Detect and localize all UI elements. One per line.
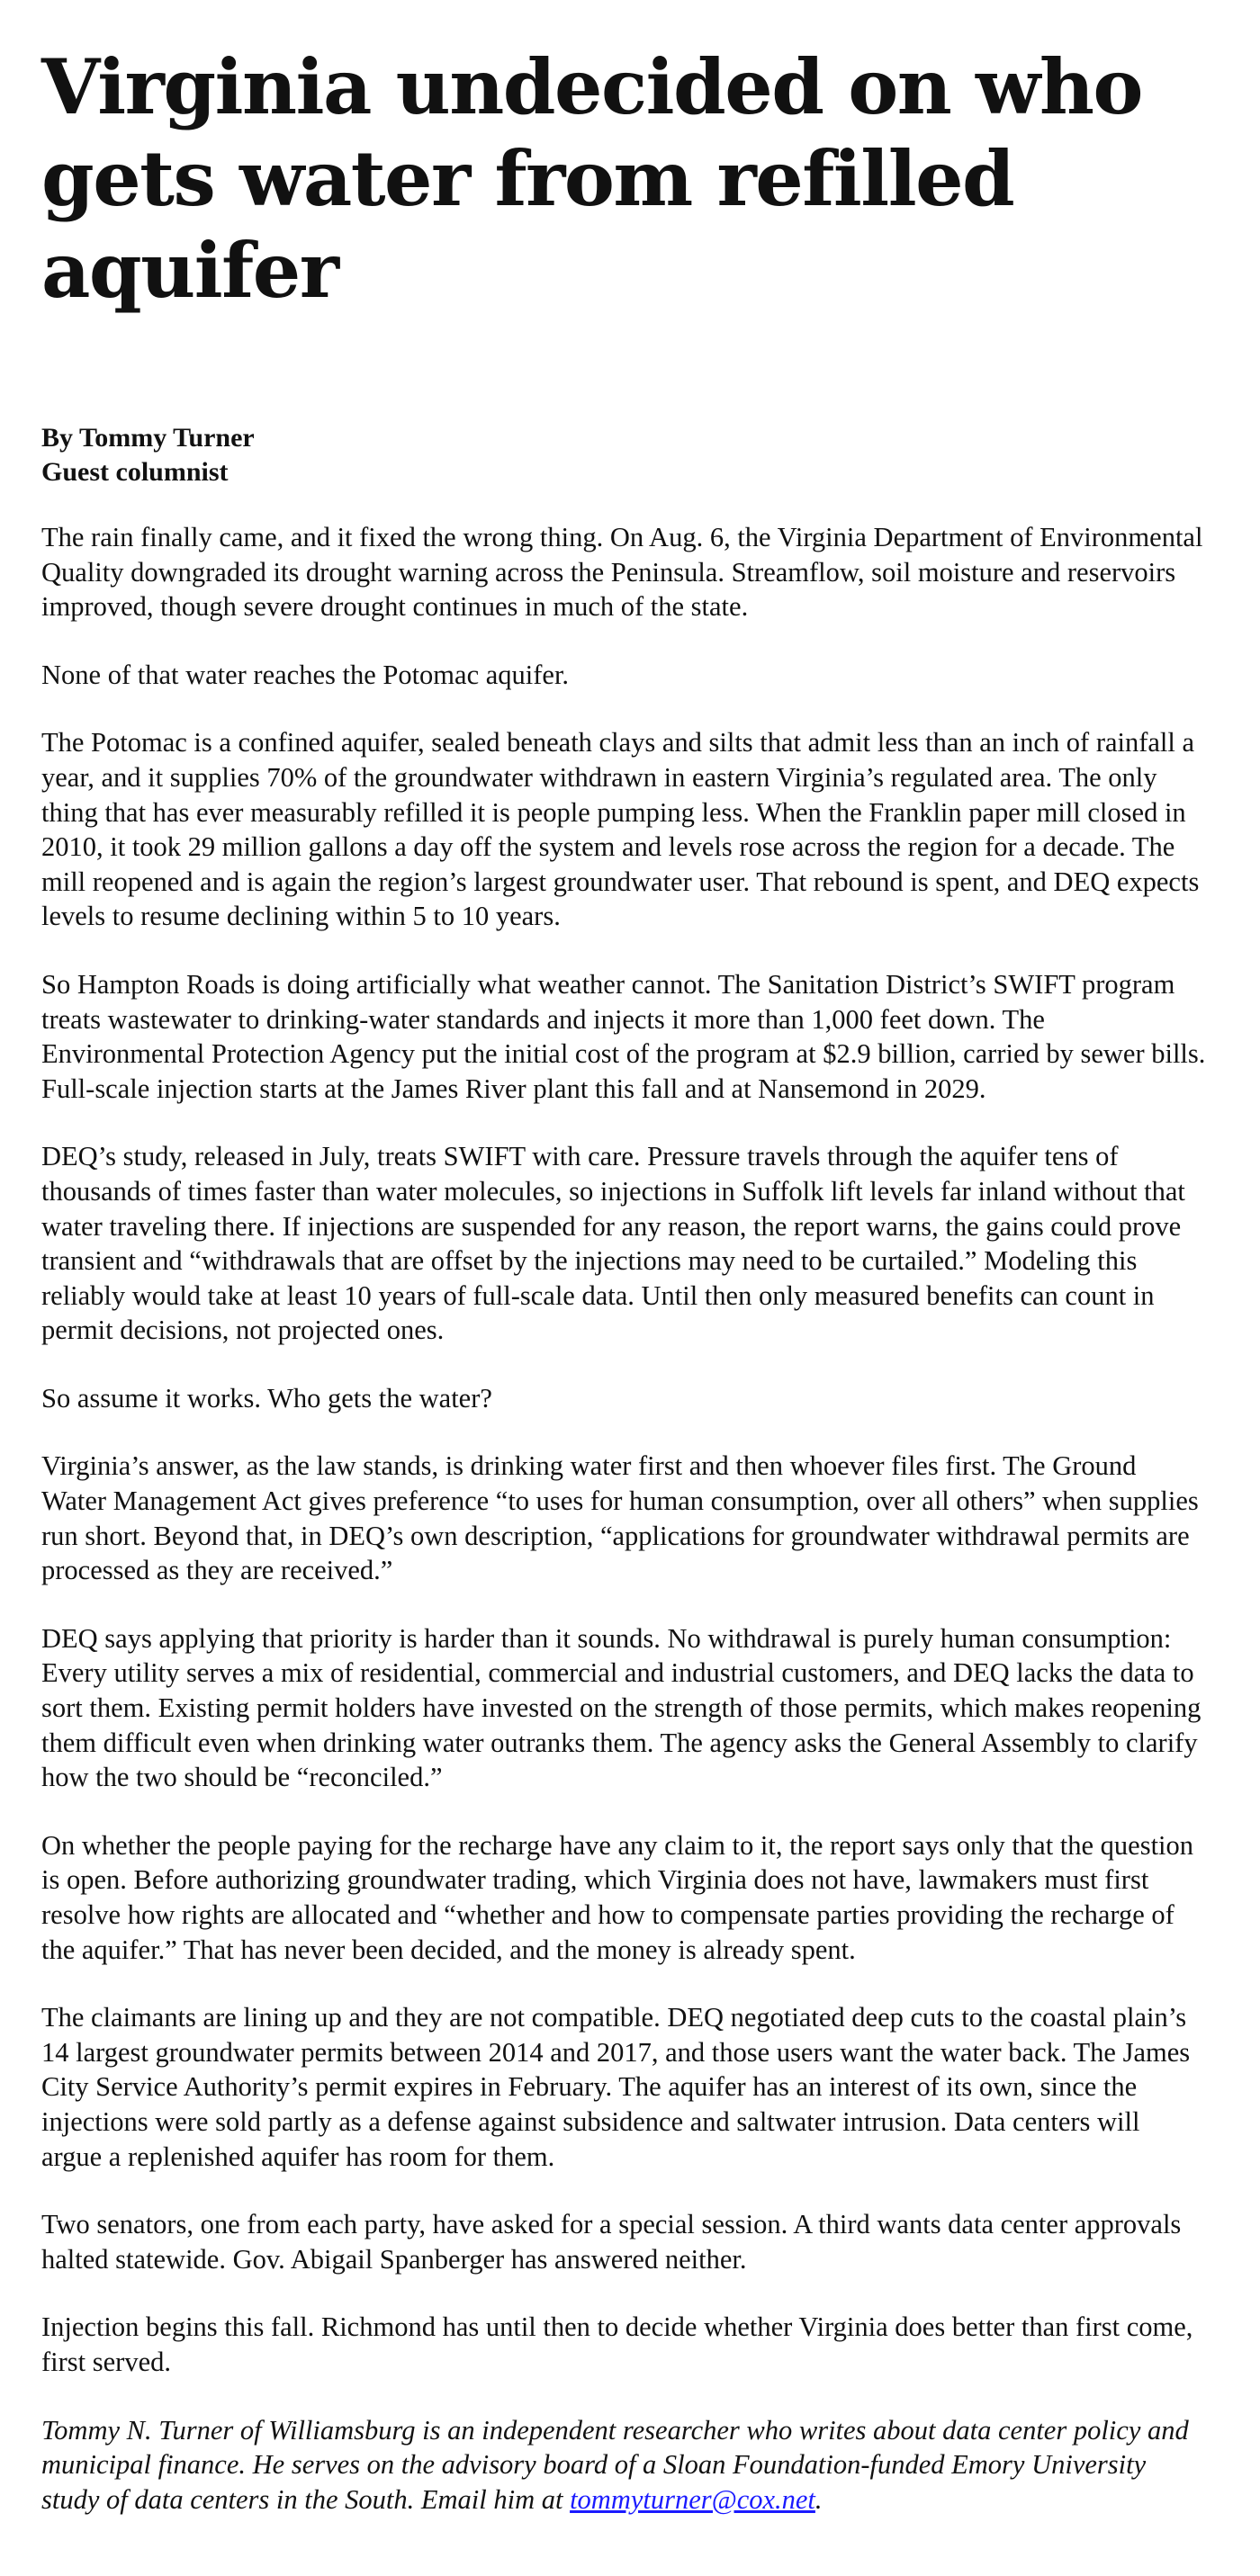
article-paragraph: The rain finally came, and it fixed the wrong thing. On Aug. 6, the Virginia Department of Environmental Quality downgraded its drought warning across the Peninsula. Streamflow, soil moisture and reservoirs improved, though severe drought continues in much of the state. xyxy=(41,522,1203,623)
article-paragraph: None of that water reaches the Potomac aquifer. xyxy=(41,659,570,690)
article-paragraph: The claimants are lining up and they are not compatible. DEQ negotiated deep cuts to the coastal plain’s 14 largest groundwater permits between 2014 and 2017, and those users want the water back. The James City Service Authority’s permit expires in February. The aquifer has an interest of its own, since the injections were sold partly as a defense against subsidence and saltwater intrusion. Data centers will argue a replenished aquifer has room for them. xyxy=(41,2002,1191,2172)
byline-author: By Tommy Turner xyxy=(41,423,255,453)
article-paragraph: On whether the people paying for the recharge have any claim to it, the report says only that the question is open. Before authorizing groundwater trading, which Virginia does not have, lawmakers must first resolve how rights are allocated and “whether and how to compensate parties providing the recharge of the aquifer.” That has never been decided, and the money is already spent. xyxy=(41,1829,1194,1965)
byline-role: Guest columnist xyxy=(41,457,229,487)
byline xyxy=(41,421,1206,489)
article-paragraph: Injection begins this fall. Richmond has until then to decide whether Virginia does better than first come, first served. xyxy=(41,2311,1193,2377)
article-body xyxy=(41,520,1206,2380)
article-paragraph: So Hampton Roads is doing artificially what weather cannot. The Sanitation District’s SWIFT program treats wastewater to drinking-water standards and injects it more than 1,000 feet down. The Environmental Protection Agency put the initial cost of the program at $2.9 billion, carried by sewer bills. Full-scale injection starts at the James River plant this fall and at Nansemond in 2029. xyxy=(41,968,1206,1104)
article-paragraph: The Potomac is a confined aquifer, sealed beneath clays and silts that admit less than an inch of rainfall a year, and it supplies 70% of the groundwater withdrawn in eastern Virginia’s regulated area. The only thing that has ever measurably refilled it is people pumping less. When the Franklin paper mill closed in 2010, it took 29 million gallons a day off the system and levels rose across the region for a decade. The mill reopened and is again the region’s largest groundwater user. That rebound is spent, and DEQ expects levels to resume declining within 5 to 10 years. xyxy=(41,727,1200,932)
article-paragraph: Two senators, one from each party, have asked for a special session. A third wants data center approvals halted statewide. Gov. Abigail Spanberger has answered neither. xyxy=(41,2209,1182,2275)
author-bio-text: Tommy N. Turner of Williamsburg is an independent researcher who writes about data center policy and municipal finance. He serves on the advisory board of a Sloan Foundation-funded Emory University study of data centers in the South. Email him at xyxy=(41,2414,1189,2515)
article-paragraph: So assume it works. Who gets the water? xyxy=(41,1382,492,1414)
author-email-link[interactable]: tommyturner@cox.net xyxy=(570,2483,815,2515)
article-headline: Virginia undecided on who gets water from refilled aquifer xyxy=(41,42,1142,315)
article-paragraph: DEQ’s study, released in July, treats SWIFT with care. Pressure travels through the aquifer tens of thousands of times faster than water molecules, so injections in Suffolk lift levels far inland without that water traveling there. If injections are suspended for any reason, the report warns, the gains could prove transient and “withdrawals that are offset by the injections may need to be curtailed.” Modeling this reliably would take at least 10 years of full-scale data. Until then only measured benefits can count in permit decisions, not projected ones. xyxy=(41,1141,1185,1346)
article-paragraph: DEQ says applying that priority is harder than it sounds. No withdrawal is purely human consumption: Every utility serves a mix of residential, commercial and industrial customers, and DEQ lacks the data to sort them. Existing permit holders have invested on the strength of those permits, which makes reopening them difficult even when drinking water outranks them. The agency asks the General Assembly to clarify how the two should be “reconciled.” xyxy=(41,1622,1202,1793)
article-paragraph: Virginia’s answer, as the law stands, is drinking water first and then whoever files first. The Ground Water Management Act gives preference “to uses for human consumption, over all others” when supplies run short. Beyond that, in DEQ’s own description, “applications for groundwater withdrawal permits are processed as they are received.” xyxy=(41,1450,1199,1586)
author-bio xyxy=(41,2413,1206,2518)
author-bio-suffix: . xyxy=(814,2483,823,2515)
